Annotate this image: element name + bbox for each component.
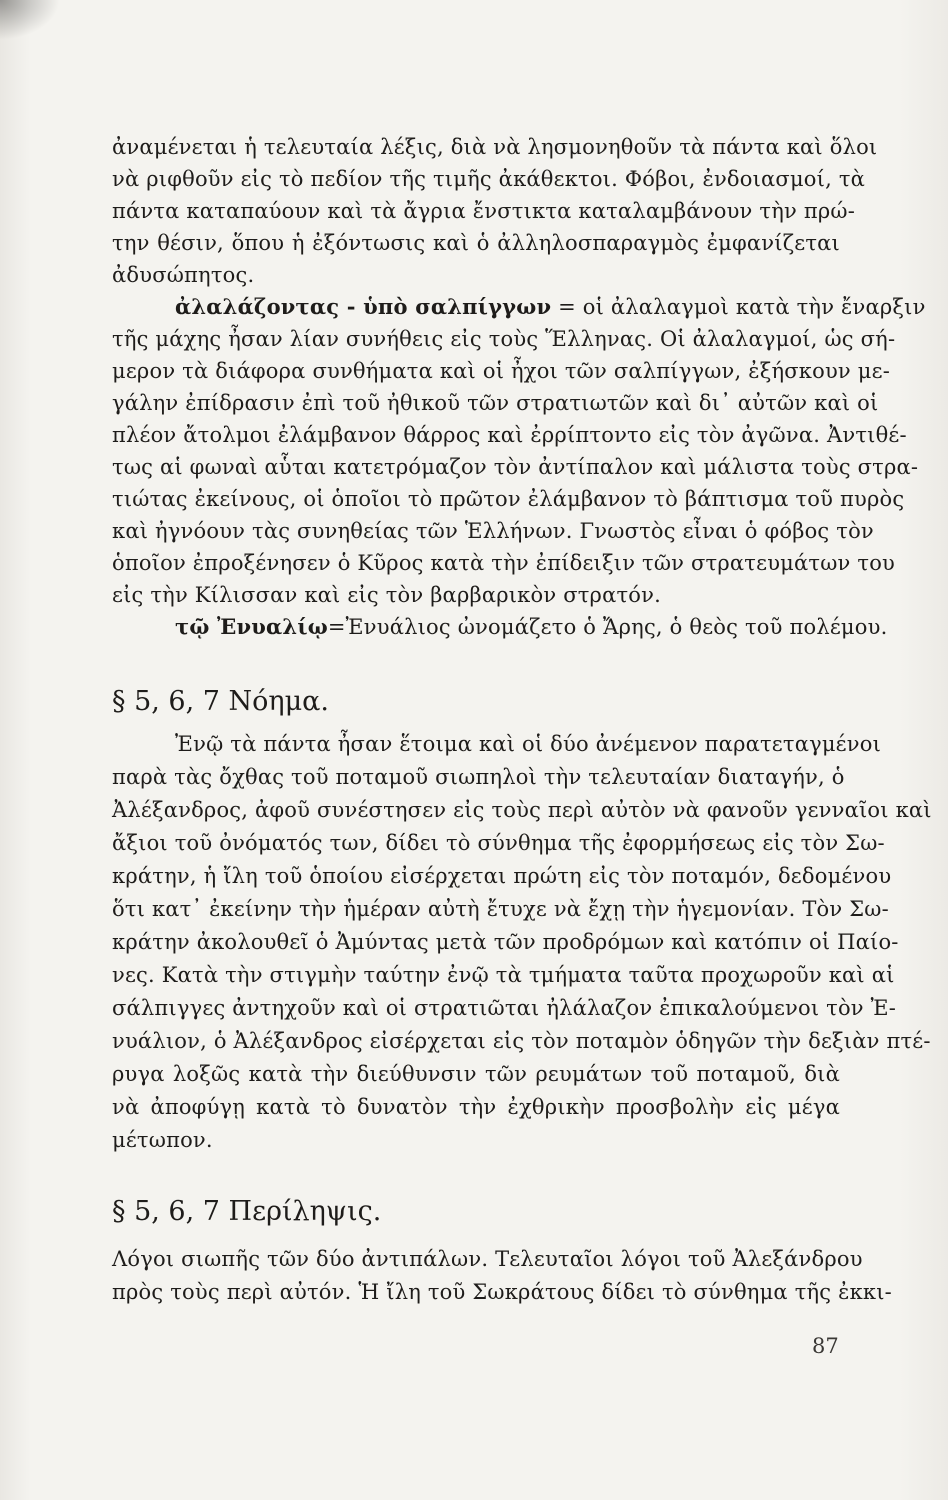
text-line: νυάλιον, ὁ Ἀλέξανδρος εἰσέρχεται εἰς τὸν ποταμὸν ὁδηγῶν τὴν δεξιὰν πτέ- bbox=[112, 1029, 931, 1053]
text-line: Ἀλέξανδρος, ἀφοῦ συνέστησεν εἰς τοὺς περὶ αὐτὸν νὰ φανοῦν γενναῖοι καὶ bbox=[112, 798, 932, 822]
text-line: ἄξιοι τοῦ ὀνόματός των, δίδει τὸ σύνθημα τῆς ἐφορμήσεως εἰς τὸν Σω- bbox=[112, 831, 885, 855]
scan-shadow bbox=[0, 0, 60, 40]
text-line: νὰ ριφθοῦν εἰς τὸ πεδίον τῆς τιμῆς ἀκάθεκτοι. Φόβοι, ἐνδοιασμοί, τὰ bbox=[112, 167, 866, 191]
text-line: γάλην ἐπίδρασιν ἐπὶ τοῦ ἠθικοῦ τῶν στρατιωτῶν καὶ δι᾽ αὐτῶν καὶ οἱ bbox=[112, 391, 879, 415]
text-line: την θέσιν, ὅπου ἡ ἐξόντωσις καὶ ὁ ἀλληλοσπαραγμὸς ἐμφανίζεται bbox=[112, 231, 840, 255]
text-line: μερον τὰ διάφορα συνθήματα καὶ οἱ ἦχοι τῶν σαλπίγγων, ἐξήσκουν με- bbox=[112, 359, 890, 383]
page-number: 87 bbox=[812, 1334, 839, 1358]
text-line: ἀδυσώπητος. bbox=[112, 263, 255, 287]
text-line: ὁποῖον ἐπροξένησεν ὁ Κῦρος κατὰ τὴν ἐπίδειξιν τῶν στρατευμάτων του bbox=[112, 551, 896, 575]
text-line: νες. Κατὰ τὴν στιγμὴν ταύτην ἐνῷ τὰ τμήματα ταῦτα προχωροῦν καὶ αἱ bbox=[112, 963, 895, 987]
text-line: ἀναμένεται ἡ τελευταία λέξις, διὰ νὰ λησμονηθοῦν τὰ πάντα καὶ ὅλοι bbox=[112, 135, 878, 159]
text-line: ὅτι κατ᾽ ἐκείνην τὴν ἡμέραν αὐτὴ ἔτυχε νὰ ἔχῃ τὴν ἡγεμονίαν. Τὸν Σω- bbox=[112, 897, 889, 921]
text-line: τιώτας ἐκείνους, οἱ ὁποῖοι τὸ πρῶτον ἐλάμβανον τὸ βάπτισμα τοῦ πυρὸς bbox=[112, 487, 905, 511]
text-line: ρυγα λοξῶς κατὰ τὴν διεύθυνσιν τῶν ρευμάτων τοῦ ποταμοῦ, διὰ bbox=[112, 1062, 840, 1086]
text-line: τως αἱ φωναὶ αὗται κατετρόμαζον τὸν ἀντίπαλον καὶ μάλιστα τοὺς στρα- bbox=[112, 455, 919, 479]
text-line: Ἐνῷ τὰ πάντα ἦσαν ἕτοιμα καὶ οἱ δύο ἀνέμενον παρατεταγμένοι bbox=[175, 732, 882, 756]
glossary-entry-1 bbox=[175, 293, 926, 321]
section-heading: § 5, 6, 7 Νόημα. bbox=[112, 686, 329, 717]
text-line: κράτην ἀκολουθεῖ ὁ Ἀμύντας μετὰ τῶν προδρόμων καὶ κατόπιν οἱ Παίο- bbox=[112, 930, 899, 954]
text-line: τῆς μάχης ἦσαν λίαν συνήθεις εἰς τοὺς Ἕλληνας. Οἱ ἀλαλαγμοί, ὡς σή- bbox=[112, 327, 896, 351]
glossary-definition: =Ἐνυάλιος ὠνομάζετο ὁ Ἄρης, ὁ θεὸς τοῦ πολέμου. bbox=[327, 615, 888, 639]
text-line: παρὰ τὰς ὄχθας τοῦ ποταμοῦ σιωπηλοὶ τὴν τελευταίαν διαταγήν, ὁ bbox=[112, 765, 845, 789]
text-line: πλέον ἄτολμοι ἐλάμβανον θάρρος καὶ ἐρρίπτοντο εἰς τὸν ἀγῶνα. Ἀντιθέ- bbox=[112, 423, 907, 447]
glossary-entry-2 bbox=[175, 613, 888, 641]
text-line: κράτην, ἡ ἴλη τοῦ ὁποίου εἰσέρχεται πρώτη εἰς τὸν ποταμόν, δεδομένου bbox=[112, 864, 892, 888]
text-line: καὶ ἠγνόουν τὰς συνηθείας τῶν Ἑλλήνων. Γνωστὸς εἶναι ὁ φόβος τὸν bbox=[112, 519, 874, 543]
glossary-term: ἀλαλάζοντας - ὑπὸ σαλπίγγων bbox=[175, 294, 552, 319]
text-line: νὰ ἀποφύγῃ κατὰ τὸ δυνατὸν τὴν ἐχθρικὴν προσβολὴν εἰς μέγα bbox=[112, 1095, 840, 1119]
text-line: πρὸς τοὺς περὶ αὐτόν. Ἡ ἴλη τοῦ Σωκράτους δίδει τὸ σύνθημα τῆς ἐκκι- bbox=[112, 1280, 892, 1304]
text-line: πάντα καταπαύουν καὶ τὰ ἄγρια ἔνστικτα καταλαμβάνουν τὴν πρώ- bbox=[112, 199, 855, 223]
glossary-term: τῷ Ἐνυαλίῳ bbox=[175, 614, 328, 639]
text-line: σάλπιγγες ἀντηχοῦν καὶ οἱ στρατιῶται ἠλάλαζον ἐπικαλούμενοι τὸν Ἐ- bbox=[112, 996, 897, 1020]
text-line: εἰς τὴν Κίλισσαν καὶ εἰς τὸν βαρβαρικὸν στρατόν. bbox=[112, 583, 661, 607]
section-heading: § 5, 6, 7 Περίληψις. bbox=[112, 1196, 382, 1227]
text-line: Λόγοι σιωπῆς τῶν δύο ἀντιπάλων. Τελευταῖοι λόγοι τοῦ Ἀλεξάνδρου bbox=[112, 1247, 863, 1271]
glossary-definition-start: = οἱ ἀλαλαγμοὶ κατὰ τὴν ἔναρξιν bbox=[551, 295, 926, 319]
text-line: μέτωπον. bbox=[112, 1128, 213, 1152]
